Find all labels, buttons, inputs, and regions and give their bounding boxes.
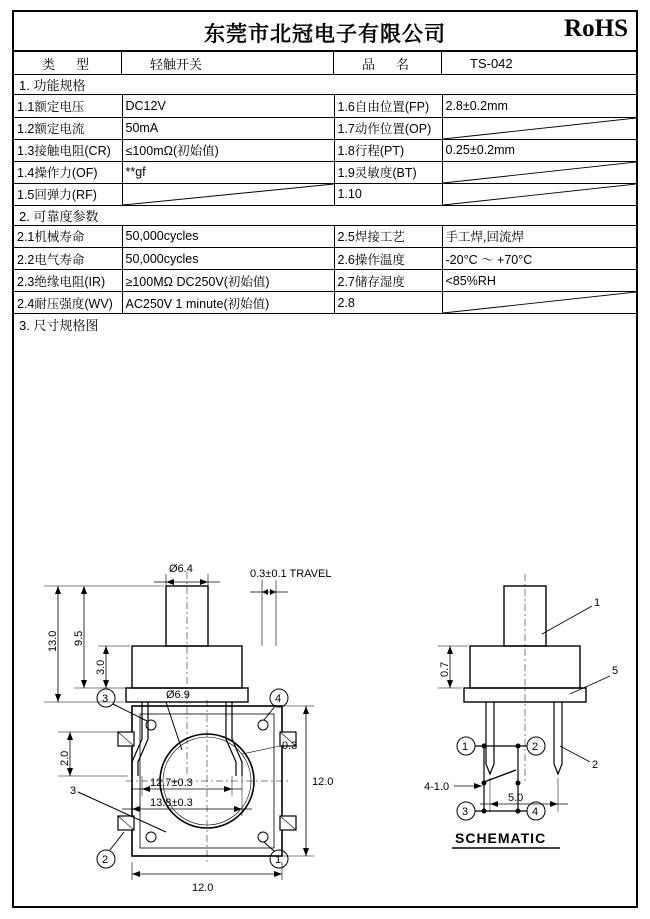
svg-text:2: 2 (592, 759, 599, 771)
cell-label: 2.2电气寿命 (14, 248, 122, 270)
product-name-value: TS-042 (470, 55, 513, 71)
rohs-badge: RoHS (564, 15, 628, 42)
cell-value: 手工焊,回流焊 (442, 226, 636, 248)
type-row (14, 52, 636, 75)
cell-label: 2.5焊接工艺 (334, 226, 442, 248)
svg-text:5: 5 (612, 665, 619, 677)
svg-text:4: 4 (275, 693, 282, 705)
svg-text:3.0: 3.0 (95, 659, 107, 675)
cell-label: 1.4操作力(OF) (14, 161, 122, 183)
svg-text:12.0: 12.0 (312, 776, 334, 788)
cell-label: 1.1额定电压 (14, 95, 122, 117)
svg-text:4: 4 (532, 806, 539, 818)
cell-value: 50mA (122, 117, 334, 139)
svg-text:1: 1 (275, 854, 282, 866)
type-label: 类 型 (14, 52, 122, 74)
svg-text:Ø6.9: Ø6.9 (166, 689, 190, 701)
type-value: 轻触开关 (122, 52, 334, 74)
cell-label: 1.3接触电阻(CR) (14, 139, 122, 161)
cell-value: 0.25±0.2mm (442, 139, 636, 161)
cell-empty-diagonal (442, 117, 636, 139)
cell-label: 1.6自由位置(FP) (334, 95, 442, 117)
table-row (14, 226, 636, 248)
cell-label: 2.4耐压强度(WV) (14, 292, 122, 314)
cell-label: 2.3绝缘电阻(IR) (14, 270, 122, 292)
svg-text:SCHEMATIC: SCHEMATIC (455, 830, 547, 846)
cell-label: 1.7动作位置(OP) (334, 117, 442, 139)
table-row (14, 117, 636, 139)
svg-text:3: 3 (462, 806, 469, 818)
reliability-spec-table (14, 226, 636, 315)
table-row (14, 292, 636, 314)
cell-label: 1.2额定电流 (14, 117, 122, 139)
svg-text:4-1.0: 4-1.0 (424, 781, 450, 793)
cell-value: **gf (122, 161, 334, 183)
cell-label: 2.8 (334, 292, 442, 314)
dimension-drawings (14, 334, 636, 894)
section-1-heading: 1. 功能规格 (14, 75, 636, 95)
svg-text:2: 2 (102, 854, 109, 866)
cell-value: 50,000cycles (122, 226, 334, 248)
table-row (14, 183, 636, 205)
cell-value: 50,000cycles (122, 248, 334, 270)
company-title: 东莞市北冠电子有限公司 (204, 22, 446, 46)
svg-text:0.3±0.1 TRAVEL: 0.3±0.1 TRAVEL (250, 568, 332, 580)
svg-text:3: 3 (102, 693, 109, 705)
section-3-heading: 3. 尺寸规格图 (19, 317, 99, 333)
cell-label: 1.8行程(PT) (334, 139, 442, 161)
table-row (14, 161, 636, 183)
svg-text:13.0: 13.0 (47, 630, 59, 652)
svg-text:2: 2 (532, 741, 539, 753)
cell-label: 1.9灵敏度(BT) (334, 161, 442, 183)
cell-value: ≤100mΩ(初始值) (122, 139, 334, 161)
svg-text:1: 1 (462, 741, 469, 753)
table-row (14, 139, 636, 161)
cell-label: 2.7储存湿度 (334, 270, 442, 292)
cell-label: 2.1机械寿命 (14, 226, 122, 248)
svg-text:0.7: 0.7 (439, 661, 451, 677)
page-header (14, 12, 636, 52)
svg-text:2.0: 2.0 (59, 750, 71, 766)
cell-label: 2.6操作温度 (334, 248, 442, 270)
cell-label: 1.5回弹力(RF) (14, 183, 122, 205)
cell-value: <85%RH (442, 270, 636, 292)
svg-text:Ø6.4: Ø6.4 (169, 563, 193, 575)
svg-text:12.0: 12.0 (192, 882, 214, 894)
cell-label: 1.10 (334, 183, 442, 205)
svg-text:0.3: 0.3 (282, 740, 298, 752)
cell-empty-diagonal (442, 292, 636, 314)
datasheet-page (12, 10, 638, 908)
drawings-svg (14, 334, 636, 894)
product-name-label: 品 名 (334, 52, 442, 74)
cell-value: AC250V 1 minute(初始值) (122, 292, 334, 314)
cell-value: -20°C ～ +70°C (442, 248, 636, 270)
svg-text:12.7±0.3: 12.7±0.3 (150, 777, 193, 789)
cell-value: 2.8±0.2mm (442, 95, 636, 117)
cell-value: DC12V (122, 95, 334, 117)
table-row (14, 270, 636, 292)
svg-text:1: 1 (594, 597, 601, 609)
cell-empty-diagonal (442, 161, 636, 183)
svg-text:3: 3 (70, 785, 77, 797)
cell-empty-diagonal (442, 183, 636, 205)
cell-value: ≥100MΩ DC250V(初始值) (122, 270, 334, 292)
cell-empty-diagonal (122, 183, 334, 205)
function-spec-table (14, 95, 636, 206)
svg-text:5.0: 5.0 (508, 792, 524, 804)
table-row (14, 248, 636, 270)
svg-text:9.5: 9.5 (73, 630, 85, 646)
svg-text:13.8±0.3: 13.8±0.3 (150, 797, 193, 809)
table-row (14, 95, 636, 117)
section-2-heading: 2. 可靠度参数 (14, 206, 636, 226)
